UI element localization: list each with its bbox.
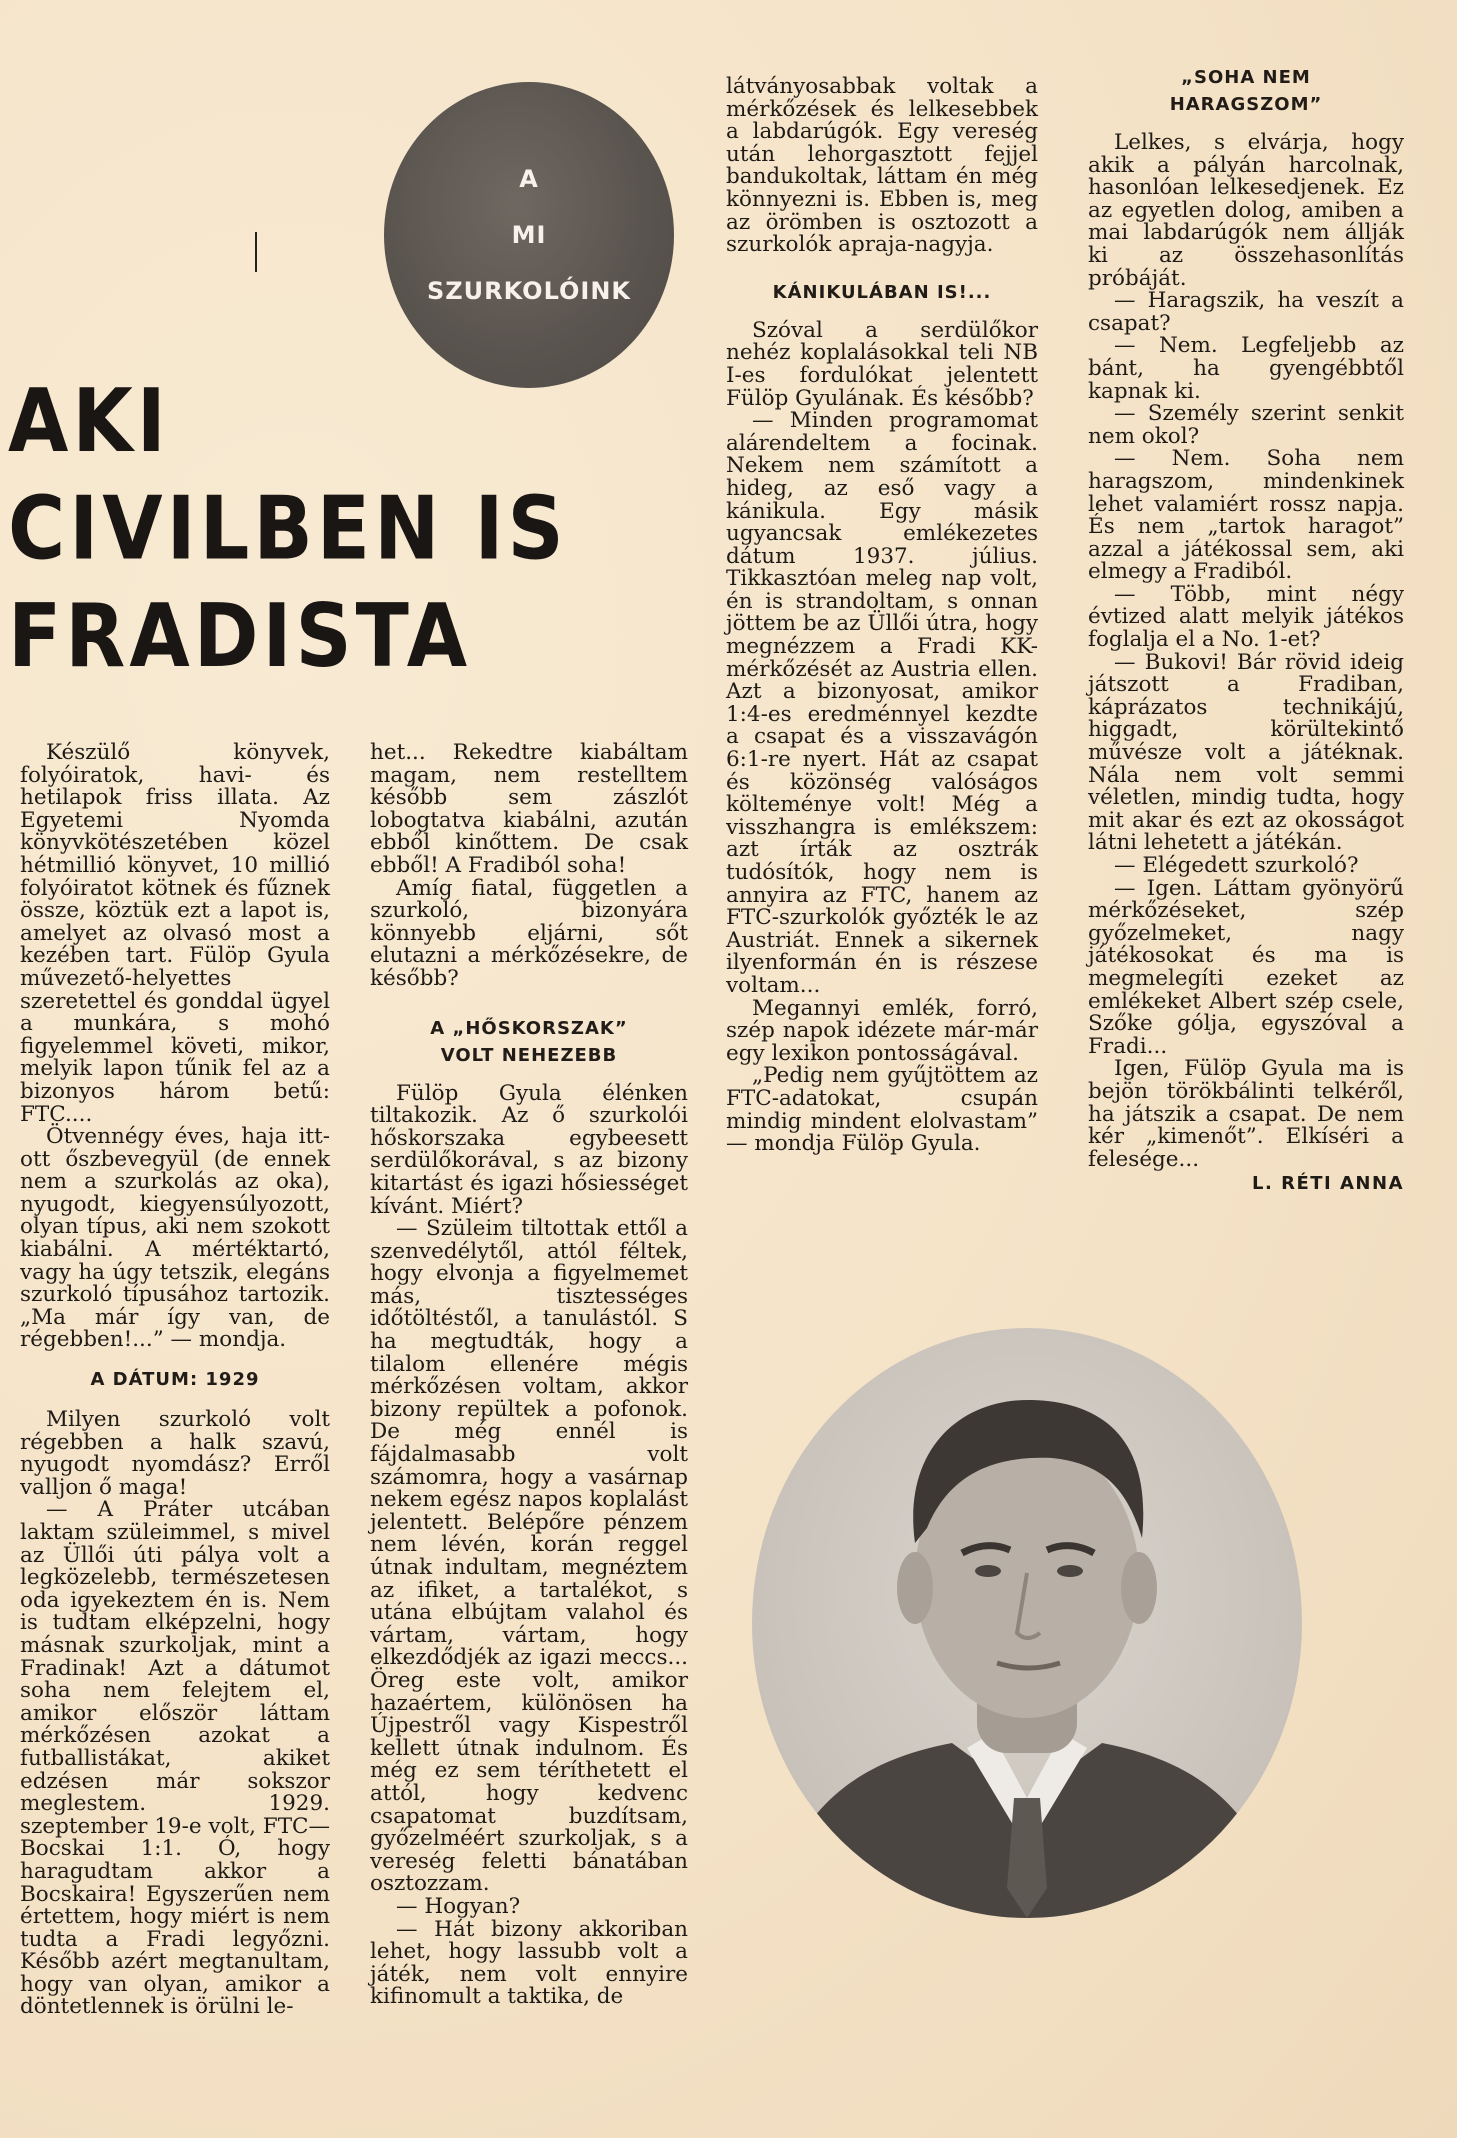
subheading-soha-nem-haragszom	[1088, 64, 1404, 118]
paragraph: — Elégedett szurkoló?	[1114, 853, 1359, 878]
subheading-datum: A DÁTUM: 1929	[90, 1369, 260, 1391]
paragraph: Ötvennégy éves, haja itt-ott őszbevegyül (de ennek nem a szurkolás az oka), nyugodt, kiegyensúlyozott, olyan típus, aki nem szokott kiabálni. A mértéktartó, vagy ha úgy tetszik, elegáns szurkoló típusához tartozik. „Ma már így van, de régebben!...” — mondja.	[20, 1124, 330, 1353]
column-2	[370, 742, 688, 2009]
badge-line-1: A	[519, 165, 539, 193]
paragraph: Fülöp Gyula élénken tiltakozik. Az ő szurkolói hőskorszaka egybeesett serdülőkorával, s az bizony kitartást és igazi hősiességet kívánt. Miért?	[370, 1080, 688, 1219]
eye-left	[975, 1565, 1001, 1577]
paragraph: Szóval a serdülőkor nehéz koplalásokkal teli NB I-es fordulókat jelentett Fülöp Gyulának. És később?	[726, 317, 1038, 411]
paragraph: — Szüleim tiltottak ettől a szenvedélytől, attól féltek, hogy elvonja a figyelmemet más, tisztességes időtöltéstől, a tanulástól. S ha megtudták, hogy a tilalom ellenére mégis mérkőzésen voltam, akkor bizony repültek a pofonok. De még ennél is fájdalmasabb volt számomra, hogy a vasárnap nekem egész napos koplalást jelentett. Belépőre pénzem nem lévén, korán reggel útnak indultam, megnéztem az ifiket, a tartalékot, s utána elbújtam valahol és vártam, vártam, hogy elkezdődjék az igazi meccs... Öreg este volt, amikor hazaértem, különösen ha Újpestről vagy Kispestről kellett útnak indulnom. És még ez sem téríthetett el attól, hogy kedvenc csapatomat buzdítsam, győzelméért szurkoljak, s a vereség feletti bánatában osztozzam.	[370, 1216, 688, 1897]
paragraph: — A Práter utcában laktam szüleimmel, s mivel az Üllői úti pálya volt a legközelebb, természetesen oda igyekeztem én is. Nem is tudtam elképzelni, hogy másnak szurkoljak, mint a Fradinak! Azt a dátumot soha nem felejtem el, amikor először láttam mérkőzésen azokat a futballistákat, akiket edzésen már sokszor meglestem. 1929. szeptember 19-e volt, FTC—Bocskai 1:1. Ó, hogy haragudtam akkor a Bocskaira! Egyszerűen nem értettem, hogy miért is nem tudta a Fradi legyőzni. Később azért megtanultam, hogy van olyan, amikor a döntetlennek is örülni le-	[20, 1497, 330, 2020]
subheading-line: A „HŐSKORSZAK”	[430, 1017, 628, 1039]
paragraph: — Nem. Legfeljebb az bánt, ha gyengébbtől kapnak ki.	[1088, 333, 1404, 404]
paragraph: — Nem. Soha nem haragszom, mindenkinek lehet valamiért rossz napja. És nem „tartok haragot” azzal a játékossal sem, aki elmegy a Fradiból.	[1088, 446, 1404, 585]
column-4	[1088, 64, 1404, 1196]
ear-left	[897, 1552, 933, 1624]
portrait-photo	[752, 1328, 1302, 1918]
paragraph: — Hát bizony akkoriban lehet, hogy lassubb volt a játék, nem volt ennyire kifinomult a taktika, de	[370, 1916, 688, 2010]
paragraph: Amíg fiatal, független a szurkoló, bizonyára könnyebb eljárni, sőt elutazni a mérkőzésekre, de később?	[370, 875, 688, 991]
paragraph: — Bukovi! Bár rövid ideig játszott a Fradiban, káprázatos technikájú, higgadt, körültekintő művésze volt a játéknak. Nála nem volt semmi véletlen, mindig tudta, hogy mit akar és ezt az okosságot látni lehetett a játékán.	[1088, 649, 1404, 856]
paragraph: — Minden programomat alárendeltem a focinak. Nekem nem számított a hideg, az eső vagy a kánikula. Egy másik ugyancsak emlékezetes dátum 1937. július. Tikkasztóan meleg nap volt, én is strandoltam, s onnan jöttem be az Üllői útra, hogy megnézzem a Fradi KK-mérkőzését az Austria ellen. Azt a bizonyosat, amikor 1:4-es eredménnyel kezdte a csapat és a visszavágón 6:1-re nyert. Hát az csapat és közönség valóságos költeménye volt! Még a visszhangra is emlékszem: azt írták az osztrák tudósítók, hogy nem is annyira az FTC, hanem az FTC-szurkolók győzték le az Austriát. Ennek a sikernek ilyenformán én is részese voltam...	[726, 408, 1038, 998]
paragraph: — Hogyan?	[396, 1893, 521, 1919]
subheading-kanikulaban: KÁNIKULÁBAN IS!...	[772, 281, 992, 303]
article-headline	[8, 368, 568, 691]
paragraph: látványosabbak voltak a mérkőzések és lelkesebbek a labdarúgók. Egy vereség után lehorgasztott fejjel bandukoltak, láttam én még könnyezni is. Ebben is, meg az örömben is osztozott a szurkolók apraja-nagyja.	[726, 74, 1038, 258]
column-1	[20, 742, 330, 2019]
vertical-rule	[255, 232, 257, 272]
column-3	[726, 76, 1038, 1156]
paragraph: het... Rekedtre kiabáltam magam, nem restelltem később sem zászlót lobogtatva kiabálni, azután ebből kinőttem. De csak ebből! A Fradiból soha!	[370, 740, 688, 878]
headline-line-1: AKI	[8, 371, 170, 473]
paragraph: Milyen szurkoló volt régebben a halk szavú, nyugodt nyomdász? Erről valljon ő maga!	[20, 1407, 330, 1500]
subheading-hoskorszak	[370, 1015, 688, 1069]
paragraph: — Igen. Láttam gyönyörű mérkőzéseket, szép győzelmeket, nagy játékosokat és ma is megmelegíti ezeket az emlékeket Albert szép csele, Szőke gólja, egyszóval a Fradi...	[1088, 875, 1404, 1059]
headline-line-2: CIVILBEN IS	[8, 478, 568, 580]
paragraph: Lelkes, s elvárja, hogy akik a pályán harcolnak, hasonlóan lelkesedjenek. Ez az egyetlen dolog, amiben a mai labdarúgók nem állják ki az összehasonlítás próbáját.	[1088, 130, 1404, 291]
subheading-line: „SOHA NEM	[1181, 67, 1311, 88]
paragraph: Megannyi emlék, forró, szép napok idézete már-már egy lexikon pontosságával.	[726, 995, 1038, 1066]
badge-line-2: MI	[511, 221, 547, 249]
paragraph: — Személy szerint senkit nem okol?	[1088, 401, 1404, 449]
paragraph: — Több, mint négy évtized alatt melyik játékos foglalja el a No. 1-et?	[1088, 581, 1404, 653]
paragraph: Készülő könyvek, folyóiratok, havi- és hetilapok friss illata. Az Egyetemi Nyomda könyvkötészetében közel hétmillió könyvet, 10 millió folyóiratot kötnek és fűznek össze, köztük ezt a lapot is, amelyet az olvasó most a kezében tart. Fülöp Gyula művezető-helyettes szeretettel és gonddal ügyel a munkára, s mohó figyelemmel követi, mikor, melyik lapon tűnik fel az a bizonyos három betű: FTC....	[20, 740, 330, 1127]
headline-line-3: FRADISTA	[8, 586, 472, 688]
subheading-line: HARAGSZOM”	[1169, 94, 1323, 115]
eye-right	[1057, 1565, 1083, 1577]
paragraph: — Haragszik, ha veszít a csapat?	[1088, 288, 1404, 336]
paragraph: „Pedig nem gyűjtöttem az FTC-adatokat, csupán mindig mindent elolvastam” — mondja Fülöp Gyula.	[726, 1063, 1038, 1157]
badge-line-3: SZURKOLÓINK	[426, 277, 632, 305]
series-badge	[384, 82, 674, 388]
author-byline: L. RÉTI ANNA	[1252, 1173, 1404, 1195]
paragraph: Igen, Fülöp Gyula ma is bejön törökbálinti telkéről, ha játszik a csapat. De nem kér „kimenőt”. Elkíséri a felesége...	[1088, 1056, 1404, 1172]
ear-right	[1121, 1552, 1157, 1624]
portrait-illustration	[752, 1328, 1302, 1918]
subheading-line: VOLT NEHEZEBB	[440, 1044, 618, 1066]
